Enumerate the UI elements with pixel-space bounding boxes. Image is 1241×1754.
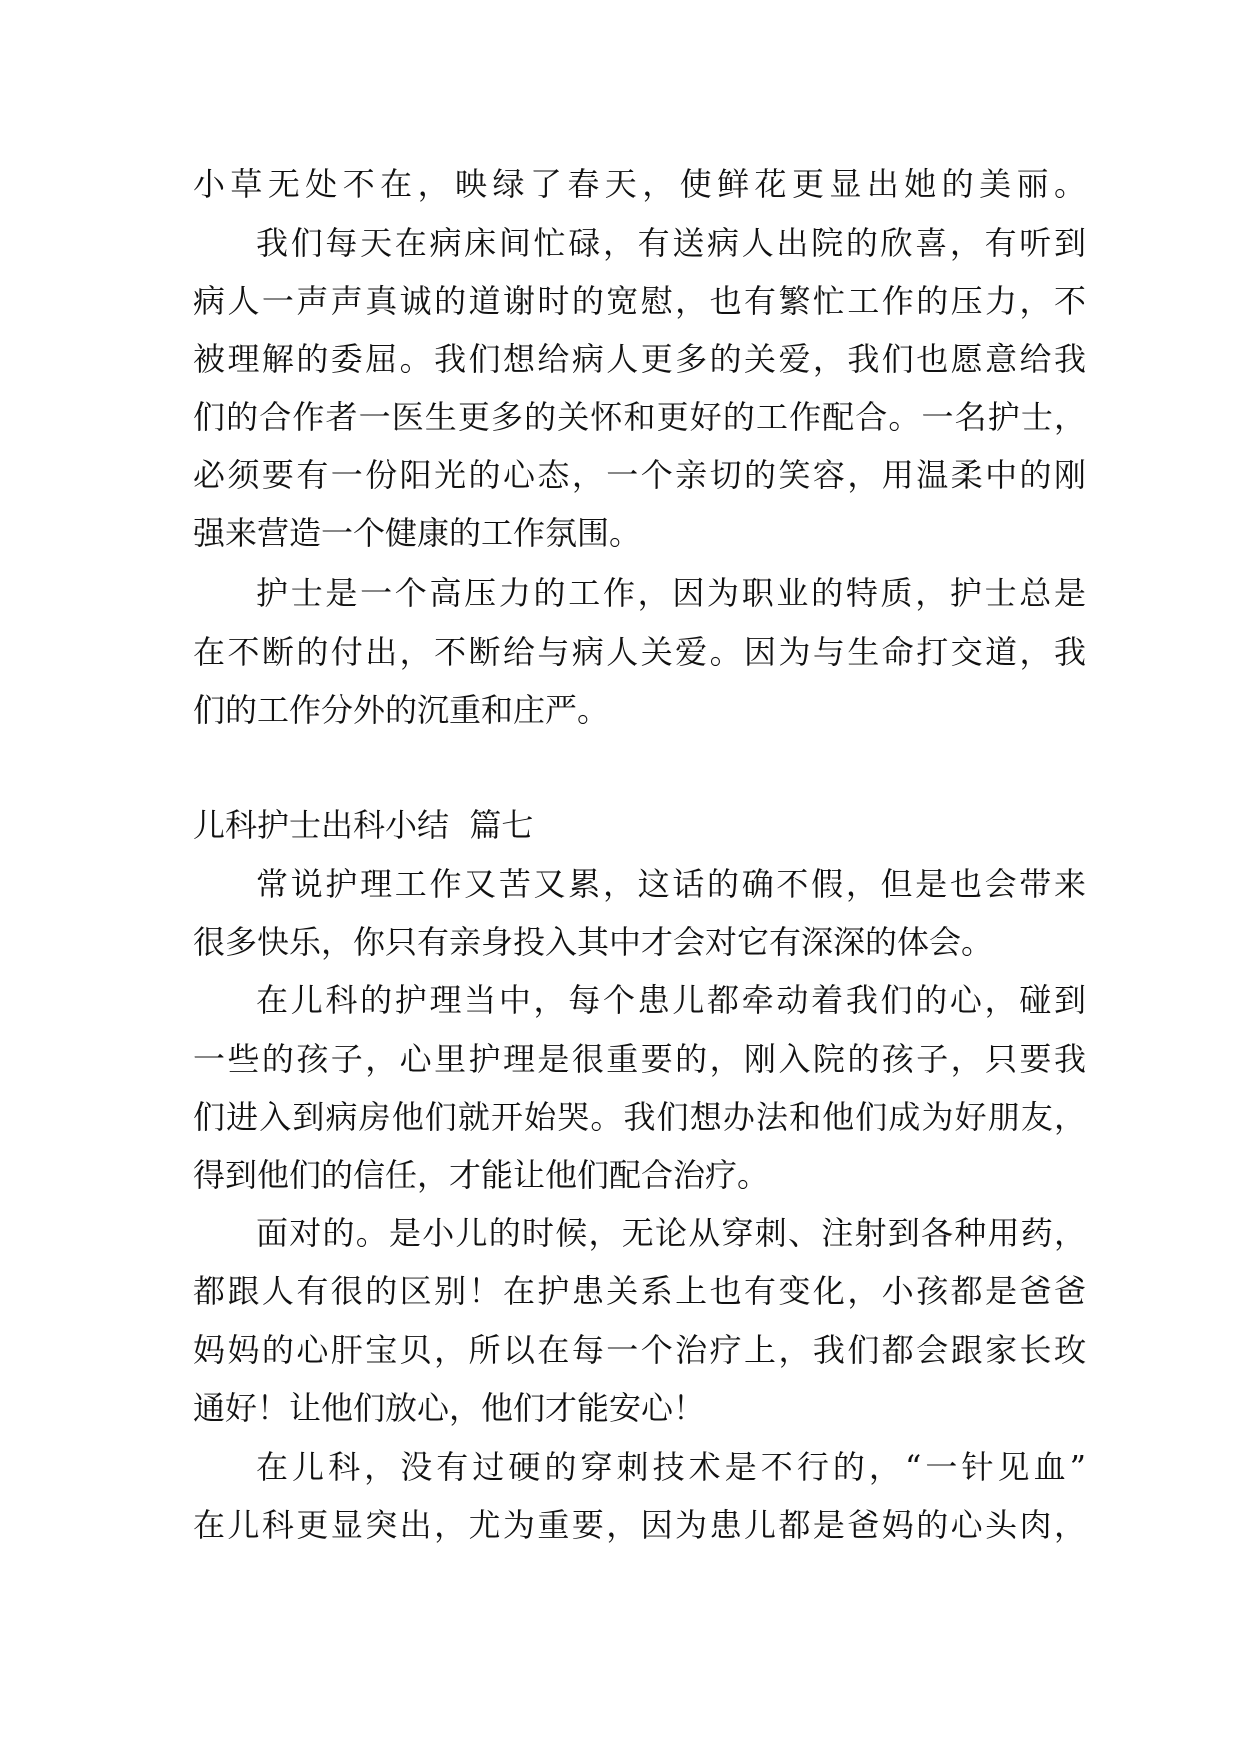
paragraph-line: 病人一声声真诚的道谢时的宽慰，也有繁忙工作的压力，不 — [193, 282, 1086, 320]
paragraph-line: 常说护理工作又苦又累，这话的确不假，但是也会带来 — [256, 865, 1086, 903]
paragraph-line: 我们每天在病床间忙碌，有送病人出院的欣喜，有听到 — [256, 224, 1086, 262]
paragraph-line: 通好！让他们放心，他们才能安心！ — [193, 1389, 706, 1427]
paragraph-line: 都跟人有很的区别！在护患关系上也有变化，小孩都是爸爸 — [193, 1272, 1086, 1310]
paragraph-line: 在儿科，没有过硬的穿刺技术是不行的，“一针见血” — [256, 1448, 1086, 1486]
paragraph-line: 很多快乐，你只有亲身投入其中才会对它有深深的体会。 — [193, 923, 994, 961]
paragraph-line: 一些的孩子，心里护理是很重要的，刚入院的孩子，只要我 — [193, 1040, 1086, 1078]
paragraph-line: 面对的。是小儿的时候，无论从穿刺、注射到各种用药， — [256, 1214, 1086, 1252]
paragraph-line: 强来营造一个健康的工作氛围。 — [193, 514, 642, 552]
paragraph-line: 妈妈的心肝宝贝，所以在每一个治疗上，我们都会跟家长玫 — [193, 1331, 1086, 1369]
paragraph-line: 在儿科的护理当中，每个患儿都牵动着我们的心，碰到 — [256, 981, 1086, 1019]
paragraph-line: 小草无处不在，映绿了春天，使鲜花更显出她的美丽。 — [193, 165, 1086, 203]
paragraph-line: 护士是一个高压力的工作，因为职业的特质，护士总是 — [256, 574, 1086, 612]
paragraph-line: 必须要有一份阳光的心态，一个亲切的笑容，用温柔中的刚 — [193, 456, 1086, 494]
paragraph-line: 被理解的委屈。我们想给病人更多的关爱，我们也愿意给我 — [193, 340, 1086, 378]
paragraph-line: 在不断的付出，不断给与病人关爱。因为与生命打交道，我 — [193, 633, 1086, 671]
paragraph-line: 们进入到病房他们就开始哭。我们想办法和他们成为好朋友， — [193, 1098, 1086, 1136]
section-heading: 儿科护士出科小结 篇七 — [193, 806, 534, 844]
paragraph-line: 们的工作分外的沉重和庄严。 — [193, 691, 610, 729]
paragraph-line: 在儿科更显突出，尤为重要，因为患儿都是爸妈的心头肉， — [193, 1506, 1086, 1544]
paragraph-line: 得到他们的信任，才能让他们配合治疗。 — [193, 1156, 770, 1194]
paragraph-line: 们的合作者一医生更多的关怀和更好的工作配合。一名护士， — [193, 398, 1086, 436]
